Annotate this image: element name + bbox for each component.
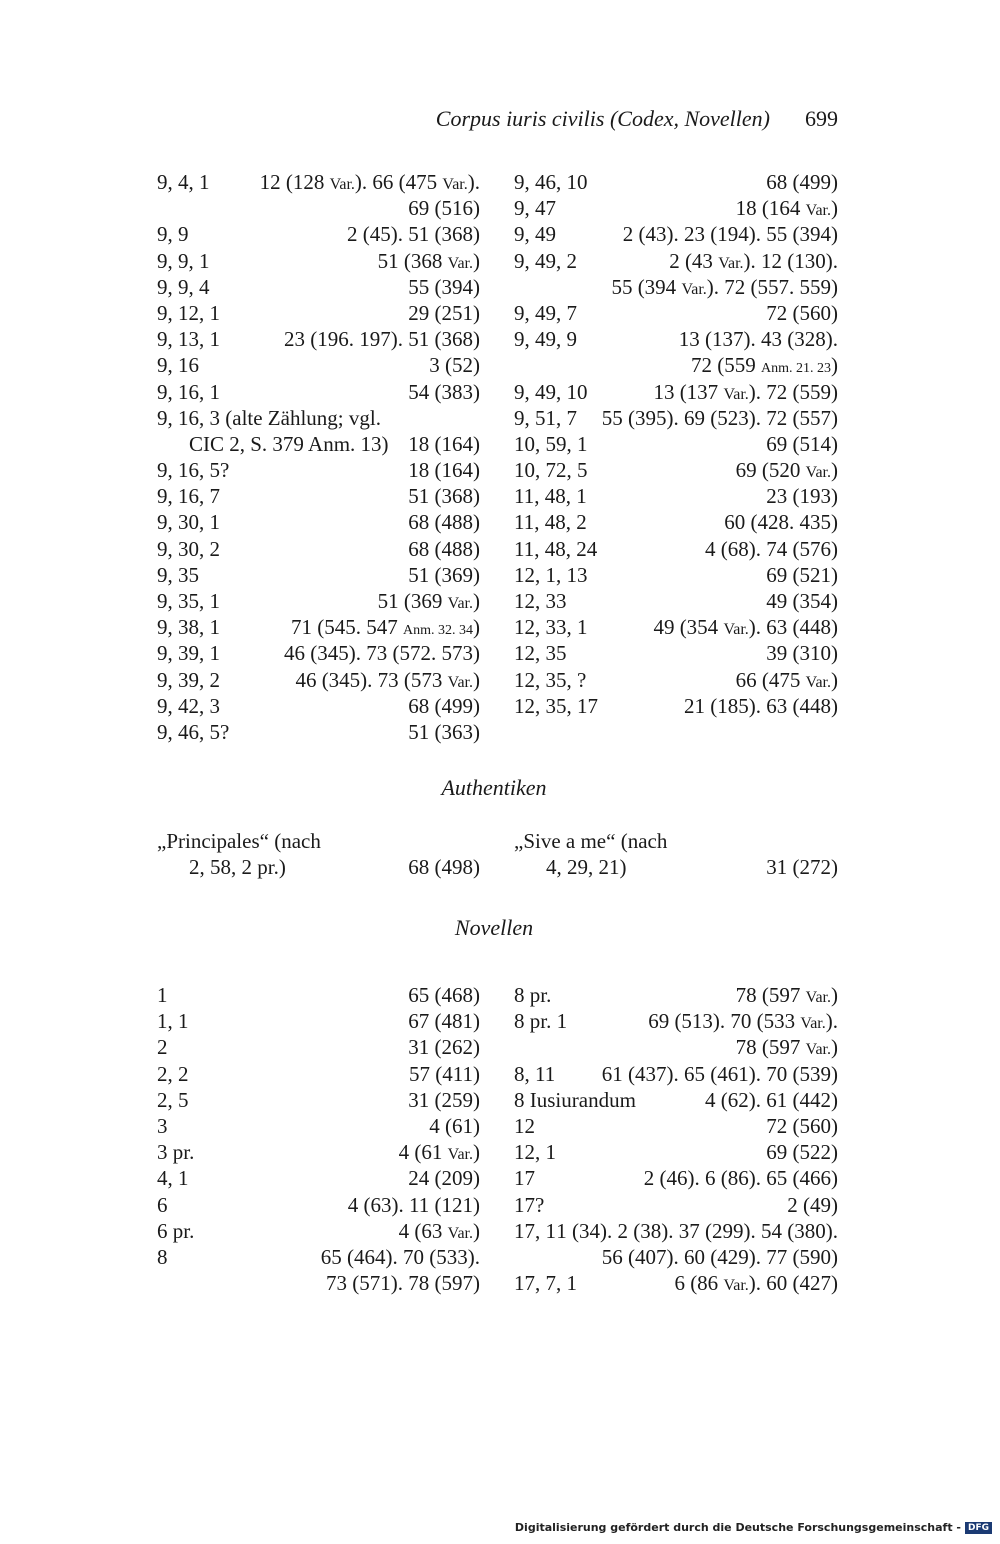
entry-reference: 9, 49, 7 (514, 300, 577, 325)
entry-reference: 9, 30, 2 (157, 536, 220, 561)
entry-reference: 9, 16, 5? (157, 458, 230, 483)
entry-reference: 9, 51, 7 (514, 405, 577, 430)
entry-reference: 9, 35, 1 (157, 589, 220, 613)
index-entry (157, 854, 480, 880)
index-entry (514, 1139, 838, 1165)
index-entry (157, 562, 480, 588)
entry-reference: 9, 16 (157, 353, 199, 378)
index-entry (514, 1061, 838, 1087)
index-entry (514, 195, 838, 221)
index-entry (514, 326, 838, 352)
entry-locations: 69 (521) (766, 562, 838, 587)
authentiken-column-right (514, 828, 838, 880)
index-entry (514, 431, 838, 457)
entry-locations: 72 (560) (766, 300, 838, 325)
entry-reference: 9, 38, 1 (157, 615, 220, 640)
entry-reference: 11, 48, 2 (514, 510, 587, 535)
entry-locations: 23 (193) (766, 484, 838, 509)
entry-reference: 9, 46, 5? (157, 719, 230, 744)
codex-column-right (514, 169, 838, 719)
entry-locations: 3 (52) (429, 353, 480, 378)
entry-reference: 9, 49 (514, 222, 556, 247)
entry-locations: 65 (464). 70 (533). (320, 1244, 480, 1269)
entry-reference: 12 (514, 1113, 535, 1138)
entry-locations: 31 (272) (766, 855, 838, 880)
entry-locations: 65 (468) (408, 983, 480, 1007)
entry-locations: 13 (137 Var.). 72 (559) (653, 379, 838, 404)
entry-locations: 51 (369 Var.) (377, 589, 480, 613)
entry-reference: 12, 35, 17 (514, 693, 598, 718)
index-entry (157, 828, 480, 854)
entry-locations: 29 (251) (408, 300, 480, 325)
index-entry (514, 1244, 838, 1270)
entry-locations: 69 (514) (766, 431, 838, 456)
entry-locations: 71 (545. 547 Anm. 32. 34) (291, 615, 480, 640)
entry-reference: 4, 1 (157, 1166, 189, 1191)
index-entry (157, 614, 480, 640)
entry-locations: 2 (45). 51 (368) (347, 222, 480, 247)
index-entry (514, 614, 838, 640)
index-entry (514, 1113, 838, 1139)
entry-locations: 46 (345). 73 (573 Var.) (295, 667, 480, 692)
index-entry (514, 982, 838, 1008)
index-entry (514, 536, 838, 562)
entry-reference: 12, 1, 13 (514, 562, 588, 587)
entry-reference: 11, 48, 1 (514, 484, 587, 509)
entry-reference: 2, 2 (157, 1061, 189, 1086)
entry-reference: 8 (157, 1244, 168, 1269)
index-entry (514, 854, 838, 880)
entry-reference: CIC 2, S. 379 Anm. 13) (189, 431, 389, 456)
entry-reference: 1, 1 (157, 1009, 189, 1034)
index-entry (157, 1192, 480, 1218)
entry-reference: 8 pr. 1 (514, 1009, 568, 1034)
entry-locations: 46 (345). 73 (572. 573) (284, 641, 480, 666)
entry-locations: 55 (394) (408, 274, 480, 299)
entry-reference: 17 (514, 1166, 535, 1191)
index-entry (514, 221, 838, 247)
entry-reference: 10, 59, 1 (514, 431, 588, 456)
index-entry (157, 169, 480, 195)
index-entry (514, 588, 838, 614)
entry-locations: 60 (428. 435) (724, 510, 838, 535)
index-entry (157, 1218, 480, 1244)
entry-locations: 18 (164 Var.) (735, 196, 838, 221)
index-entry (514, 1008, 838, 1034)
entry-reference: 2, 5 (157, 1087, 189, 1112)
entry-reference: 17, 1 (514, 1218, 556, 1243)
index-entry (157, 195, 480, 221)
entry-reference: 9, 9, 4 (157, 274, 210, 299)
entry-reference: 2, 58, 2 pr.) (189, 855, 286, 880)
entry-reference: 12, 33, 1 (514, 615, 588, 640)
index-entry (157, 982, 480, 1008)
entry-locations: 78 (597 Var.) (735, 983, 838, 1007)
index-entry (157, 536, 480, 562)
entry-reference: 1 (157, 983, 168, 1007)
entry-locations: 18 (164) (408, 458, 480, 483)
entry-reference: 3 pr. (157, 1140, 195, 1165)
entry-reference: 12, 33 (514, 589, 567, 613)
index-entry (514, 405, 838, 431)
index-entry (514, 640, 838, 666)
index-entry (514, 667, 838, 693)
entry-locations: 2 (43). 23 (194). 55 (394) (622, 222, 838, 247)
entry-locations: 4 (68). 74 (576) (705, 536, 838, 561)
entry-locations: 39 (310) (766, 641, 838, 666)
entry-reference: 6 (157, 1192, 168, 1217)
entry-locations: 18 (164) (408, 431, 480, 456)
entry-locations: 67 (481) (408, 1009, 480, 1034)
index-entry (157, 1165, 480, 1191)
entry-locations: 69 (522) (766, 1140, 838, 1165)
index-entry (157, 457, 480, 483)
index-entry (514, 248, 838, 274)
index-entry (157, 1113, 480, 1139)
entry-reference: 9, 9, 1 (157, 248, 210, 273)
entry-reference: 12, 1 (514, 1140, 556, 1165)
section-title-novellen: Novellen (454, 915, 534, 940)
entry-locations: 72 (559 Anm. 21. 23) (691, 353, 838, 378)
entry-locations: 31 (259) (408, 1087, 480, 1112)
index-entry (514, 1034, 838, 1060)
entry-reference: 9, 49, 10 (514, 379, 588, 404)
entry-reference: 8 Iusiurandum (514, 1087, 636, 1112)
entry-locations: 4 (61 Var.) (398, 1140, 480, 1165)
index-entry (157, 248, 480, 274)
entry-locations: 54 (383) (408, 379, 480, 404)
entry-locations: 49 (354) (766, 589, 838, 613)
entry-reference: 4, 29, 21) (546, 855, 627, 880)
entry-locations: 4 (61) (429, 1113, 480, 1138)
entry-locations: 51 (369) (408, 562, 480, 587)
entry-locations: 1 (34). 2 (38). 37 (299). 54 (380). (556, 1218, 838, 1243)
novellen-column-left (157, 982, 480, 1296)
entry-locations: 12 (128 Var.). 66 (475 Var.). (259, 170, 480, 194)
running-title: Corpus iuris civilis (Codex, Novellen) (435, 106, 770, 131)
entry-locations: 68 (488) (408, 510, 480, 535)
entry-reference: 12, 35 (514, 641, 567, 666)
index-entry (514, 300, 838, 326)
entry-reference: 9, 35 (157, 562, 199, 587)
entry-reference: 9, 49, 2 (514, 248, 577, 273)
entry-locations: 21 (185). 63 (448) (684, 693, 838, 718)
index-entry (157, 1087, 480, 1113)
index-entry (514, 1165, 838, 1191)
entry-reference: 2 (157, 1035, 168, 1060)
entry-reference: 10, 72, 5 (514, 458, 588, 483)
index-entry (157, 1008, 480, 1034)
entry-locations: 51 (363) (408, 719, 480, 744)
section-title-authentiken: Authentiken (441, 775, 547, 800)
entry-reference: 6 pr. (157, 1218, 195, 1243)
entry-locations: 51 (368) (408, 484, 480, 509)
entry-reference: 9, 13, 1 (157, 327, 220, 352)
entry-reference: 9, 4, 1 (157, 170, 210, 194)
entry-locations: 55 (395). 69 (523). 72 (557) (601, 405, 838, 430)
entry-locations: 68 (488) (408, 536, 480, 561)
index-entry (514, 274, 838, 300)
entry-locations: 23 (196. 197). 51 (368) (284, 327, 480, 352)
page-number: 699 (805, 106, 838, 131)
entry-reference: 9, 16, 7 (157, 484, 220, 509)
entry-locations: 13 (137). 43 (328). (678, 327, 838, 352)
index-entry (157, 667, 480, 693)
index-entry (514, 457, 838, 483)
index-entry (514, 693, 838, 719)
entry-reference: 9, 39, 1 (157, 641, 220, 666)
entry-reference: 17, 7, 1 (514, 1271, 577, 1296)
index-entry (514, 562, 838, 588)
entry-reference: „Sive a me“ (nach (514, 829, 668, 853)
entry-reference: „Principales“ (nach (157, 829, 321, 853)
index-entry (514, 1087, 838, 1113)
entry-locations: 2 (49) (787, 1192, 838, 1217)
index-entry (157, 405, 480, 431)
entry-locations: 69 (520 Var.) (735, 458, 838, 483)
entry-reference: 12, 35, ? (514, 667, 587, 692)
index-entry (514, 1192, 838, 1218)
entry-locations: 68 (499) (766, 170, 838, 194)
entry-locations: 4 (63 Var.) (398, 1218, 480, 1243)
entry-reference: 8 pr. (514, 983, 552, 1007)
index-entry (157, 326, 480, 352)
authentiken-column-left (157, 828, 480, 880)
entry-locations: 55 (394 Var.). 72 (557. 559) (611, 274, 838, 299)
entry-locations: 4 (62). 61 (442) (705, 1087, 838, 1112)
index-entry (157, 379, 480, 405)
entry-reference: 9, 42, 3 (157, 693, 220, 718)
entry-reference: 9, 16, 1 (157, 379, 220, 404)
entry-locations: 51 (368 Var.) (377, 248, 480, 273)
entry-reference: 9, 12, 1 (157, 300, 220, 325)
entry-reference: 9, 47 (514, 196, 556, 221)
footer-credit (515, 1521, 992, 1534)
running-header (150, 106, 838, 138)
entry-reference: 17? (514, 1192, 545, 1217)
index-entry (157, 693, 480, 719)
entry-locations: 61 (437). 65 (461). 70 (539) (601, 1061, 838, 1086)
index-entry (157, 1139, 480, 1165)
index-entry (514, 828, 838, 854)
index-entry (514, 509, 838, 535)
entry-reference: 3 (157, 1113, 168, 1138)
entry-locations: 68 (499) (408, 693, 480, 718)
index-entry (157, 1034, 480, 1060)
index-entry (157, 640, 480, 666)
index-entry (157, 431, 480, 457)
index-entry (157, 1244, 480, 1270)
index-entry (157, 352, 480, 378)
entry-locations: 68 (498) (408, 855, 480, 880)
entry-locations: 69 (513). 70 (533 Var.). (648, 1009, 838, 1034)
index-entry (514, 352, 838, 378)
index-entry (157, 1270, 480, 1296)
entry-locations: 2 (43 Var.). 12 (130). (669, 248, 838, 273)
index-entry (157, 221, 480, 247)
entry-reference: 9, 46, 10 (514, 170, 588, 194)
entry-locations: 6 (86 Var.). 60 (427) (674, 1271, 838, 1296)
entry-locations: 31 (262) (408, 1035, 480, 1060)
dfg-logo: DFG (965, 1522, 992, 1534)
index-entry (514, 169, 838, 195)
entry-reference: 9, 16, 3 (alte Zählung; vgl. (157, 405, 381, 430)
entry-reference: 11, 48, 24 (514, 536, 598, 561)
entry-locations: 73 (571). 78 (597) (326, 1271, 480, 1296)
entry-locations: 49 (354 Var.). 63 (448) (653, 615, 838, 640)
entry-reference: 8, 11 (514, 1061, 556, 1086)
footer-text: Digitalisierung gefördert durch die Deutsche Forschungsgemeinschaft - (514, 1521, 961, 1534)
index-entry (157, 1061, 480, 1087)
entry-locations: 24 (209) (408, 1166, 480, 1191)
index-entry (157, 300, 480, 326)
entry-reference: 9, 30, 1 (157, 510, 220, 535)
entry-reference: 9, 49, 9 (514, 327, 577, 352)
entry-locations: 69 (516) (408, 196, 480, 221)
index-entry (514, 483, 838, 509)
entry-locations: 2 (46). 6 (86). 65 (466) (643, 1166, 838, 1191)
index-entry (157, 588, 480, 614)
entry-reference: 9, 9 (157, 222, 189, 247)
index-entry (157, 274, 480, 300)
entry-reference: 9, 39, 2 (157, 667, 220, 692)
entry-locations: 66 (475 Var.) (735, 667, 838, 692)
entry-locations: 72 (560) (766, 1113, 838, 1138)
index-entry (514, 379, 838, 405)
entry-locations: 78 (597 Var.) (735, 1035, 838, 1060)
codex-column-left (157, 169, 480, 745)
entry-locations: 56 (407). 60 (429). 77 (590) (601, 1244, 838, 1269)
index-entry (157, 483, 480, 509)
index-entry (514, 1270, 838, 1296)
entry-locations: 57 (411) (409, 1061, 480, 1086)
index-entry (157, 509, 480, 535)
index-entry (514, 1218, 838, 1244)
index-entry (157, 719, 480, 745)
entry-locations: 4 (63). 11 (121) (347, 1192, 480, 1217)
novellen-column-right (514, 982, 838, 1296)
